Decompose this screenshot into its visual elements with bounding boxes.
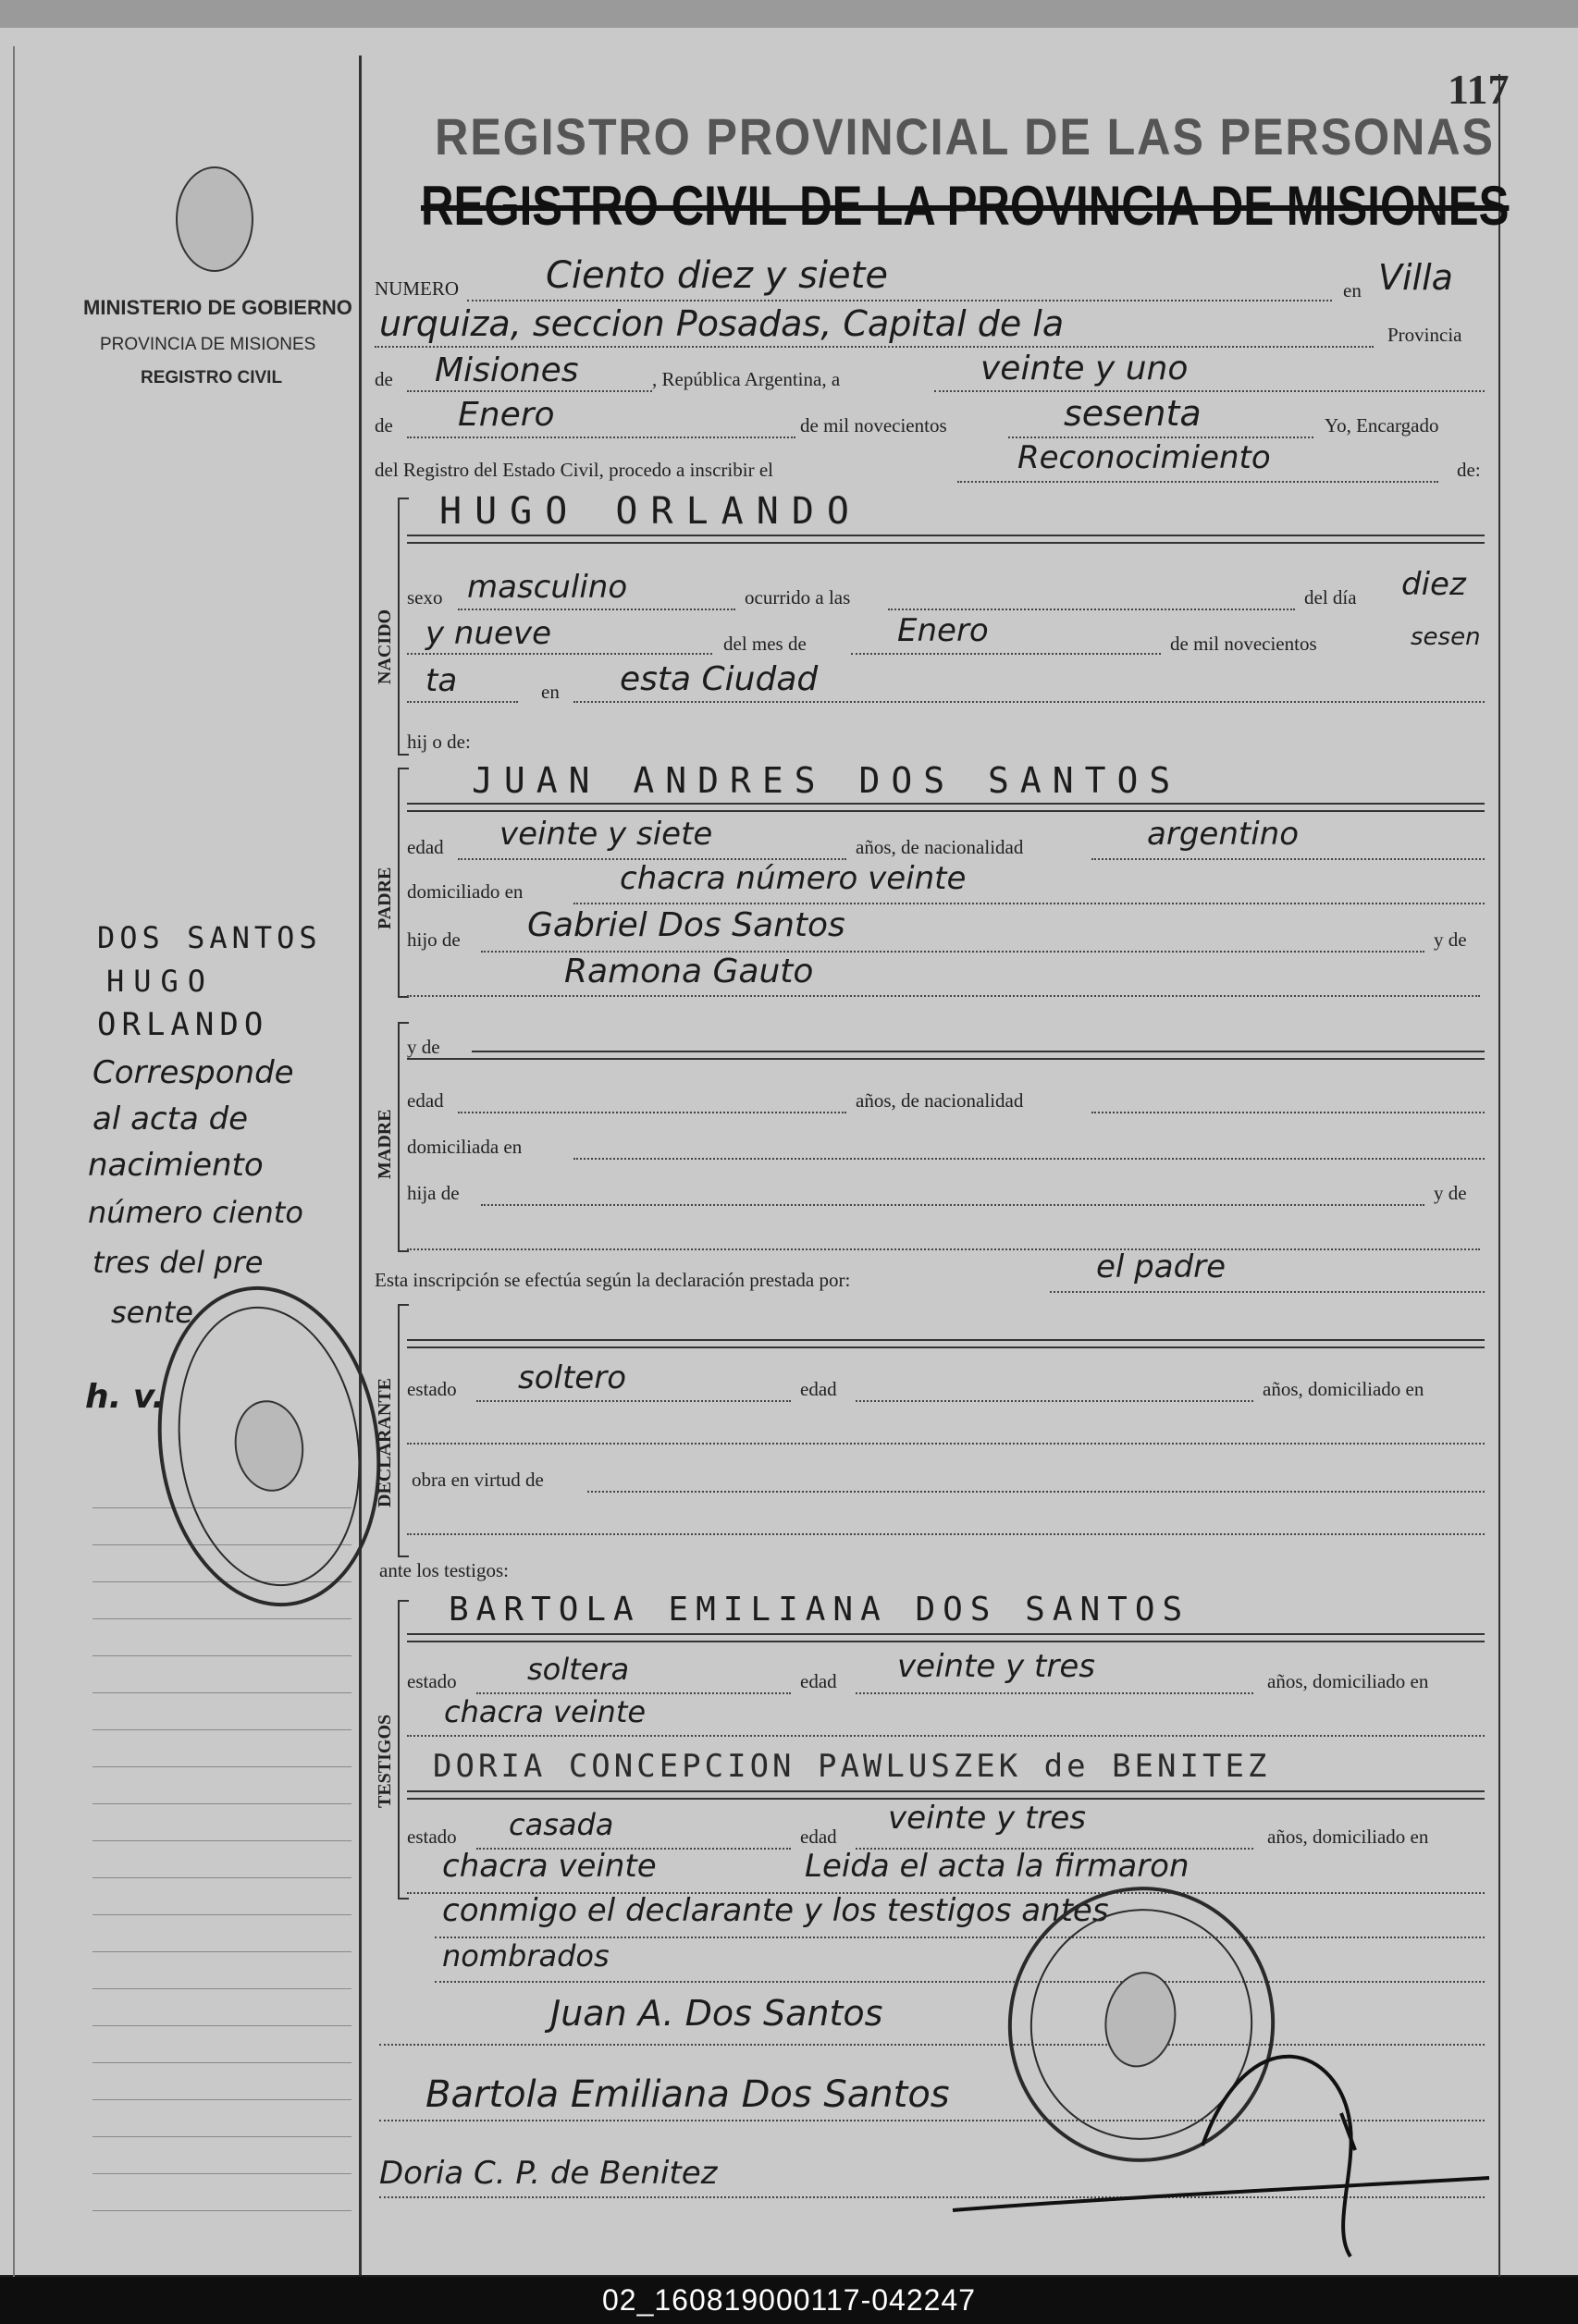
- page-number: 117: [1448, 66, 1510, 113]
- padre-yde-label: y de: [1434, 928, 1467, 951]
- madre-dom-label: domiciliada en: [407, 1136, 523, 1158]
- testigo1-edad-label: edad: [800, 1670, 837, 1692]
- mes-value: Enero: [458, 396, 555, 434]
- de-label: de: [375, 368, 393, 390]
- header-title-2: REGISTRO CIVIL DE LA PROVINCIA DE MISIONES: [421, 175, 1510, 237]
- officer-signature: [943, 1988, 1498, 2266]
- sexo-label: sexo: [407, 586, 443, 609]
- margin-text-3: nacimiento: [88, 1147, 264, 1184]
- testigo2-dom-value: chacra veinte: [442, 1848, 657, 1885]
- testigo1-name: BARTOLA EMILIANA DOS SANTOS: [449, 1591, 1190, 1629]
- footer-code: 02_160819000117-042247: [0, 2277, 1578, 2324]
- provincia-value: Misiones: [435, 351, 579, 389]
- signature-testigo-1: Bartola Emiliana Dos Santos: [425, 2073, 950, 2116]
- madre-yde-label: y de: [407, 1036, 440, 1058]
- ocurrido-label: ocurrido a las: [745, 586, 851, 609]
- margin-text-4: número ciento: [88, 1195, 303, 1230]
- declarante-obra-label: obra en virtud de: [412, 1469, 544, 1491]
- numero-label: NUMERO: [375, 277, 460, 300]
- dia-value: veinte y uno: [980, 350, 1189, 387]
- declarante-estado-value: soltero: [518, 1359, 626, 1396]
- testigo1-anios-label: años, domiciliado en: [1267, 1670, 1429, 1692]
- testigo1-estado-value: soltera: [527, 1652, 630, 1687]
- coat-of-arms-icon: [176, 166, 253, 272]
- republica-label: , República Argentina, a: [652, 368, 841, 390]
- yo-label: Yo, Encargado: [1325, 414, 1439, 437]
- testigo1-edad-value: veinte y tres: [897, 1648, 1095, 1685]
- margin-text-1: Corresponde: [92, 1054, 294, 1091]
- padre-edad-value: veinte y siete: [499, 816, 713, 853]
- mil-label: de mil novecientos: [800, 414, 947, 437]
- madre-anios-label: años, de nacionalidad: [856, 1089, 1024, 1112]
- testigos-bracket: [398, 1600, 409, 1900]
- testigo2-estado-value: casada: [509, 1807, 614, 1842]
- madre-hija-label: hija de: [407, 1182, 460, 1204]
- padre-anios-label: años, de nacionalidad: [856, 836, 1024, 858]
- provincia-label: Provincia: [1387, 324, 1462, 346]
- de2-label: de: [375, 414, 393, 437]
- margin-text-6: sente: [111, 1295, 193, 1330]
- delmes-label: del mes de: [723, 633, 807, 655]
- sexo-value: masculino: [467, 569, 628, 606]
- left-binding: [13, 46, 15, 2284]
- padre-nacionalidad-value: argentino: [1147, 816, 1299, 853]
- margin-name-2: ORLANDO: [97, 1006, 269, 1043]
- document-page: [0, 28, 1578, 2275]
- madre-caption: MADRE: [375, 1109, 395, 1179]
- padre-name: JUAN ANDRES DOS SANTOS: [472, 760, 1182, 801]
- declarante-bracket: [398, 1304, 409, 1557]
- madre-edad-label: edad: [407, 1089, 444, 1112]
- margin-name-1: HUGO: [106, 964, 216, 999]
- mil-nac-label: de mil novecientos: [1170, 633, 1317, 655]
- lugar-value: esta Ciudad: [620, 660, 819, 698]
- testigos-caption: TESTIGOS: [375, 1714, 395, 1808]
- testigo1-dom-value: chacra veinte: [444, 1694, 647, 1729]
- padre-madre-value: Ramona Gauto: [564, 953, 814, 990]
- padre-dom-label: domiciliado en: [407, 880, 524, 903]
- cierre-line-1: Leida el acta la firmaron: [805, 1848, 1190, 1885]
- cierre-line-2: conmigo el declarante y los testigos antes: [442, 1892, 1109, 1929]
- deldia-label: del día: [1304, 586, 1357, 609]
- en-value: Villa: [1378, 257, 1453, 298]
- declarante-edad-label: edad: [800, 1378, 837, 1400]
- mes-nac-value: Enero: [897, 612, 989, 649]
- ministry-label: MINISTERIO DE GOBIERNO: [83, 296, 352, 319]
- madre-yde2-label: y de: [1434, 1182, 1467, 1204]
- margin-initials: h. v.: [85, 1378, 166, 1416]
- signature-declarante: Juan A. Dos Santos: [550, 1993, 883, 2034]
- signature-testigo-2: Doria C. P. de Benitez: [379, 2155, 718, 2192]
- declaracion-value: el padre: [1096, 1248, 1227, 1285]
- province-label: PROVINCIA DE MISIONES: [100, 335, 316, 354]
- padre-edad-label: edad: [407, 836, 444, 858]
- right-border: [1498, 74, 1500, 2284]
- testigo2-name: DORIA CONCEPCION PAWLUSZEK de BENITEZ: [433, 1748, 1271, 1785]
- numero-value: Ciento diez y siete: [546, 254, 888, 297]
- padre-caption: PADRE: [375, 867, 395, 929]
- padre-dom-value: chacra número veinte: [620, 860, 967, 897]
- tipo-value: Reconocimiento: [1017, 439, 1271, 476]
- padre-padre-value: Gabriel Dos Santos: [527, 906, 845, 944]
- en-nac-label: en: [541, 681, 560, 703]
- testigo2-edad-value: veinte y tres: [888, 1800, 1086, 1837]
- header-title-1: REGISTRO PROVINCIAL DE LAS PERSONAS: [435, 107, 1495, 166]
- localidad-value: urquiza, seccion Posadas, Capital de la: [379, 303, 1065, 344]
- anio-nac-value: sesen: [1411, 623, 1481, 651]
- padre-hijode-label: hijo de: [407, 928, 461, 951]
- testigo2-estado-label: estado: [407, 1826, 457, 1848]
- cierre-line-3: nombrados: [442, 1938, 610, 1974]
- anio-nac-value-2: ta: [425, 662, 458, 699]
- margin-text-5: tres del pre: [92, 1245, 264, 1280]
- declarante-anios-label: años, domiciliado en: [1263, 1378, 1424, 1400]
- testigos-label: ante los testigos:: [379, 1559, 509, 1581]
- anio-value: sesenta: [1064, 393, 1202, 434]
- nacido-caption: NACIDO: [375, 609, 395, 684]
- testigo1-estado-label: estado: [407, 1670, 457, 1692]
- declarante-estado-label: estado: [407, 1378, 457, 1400]
- testigo2-edad-label: edad: [800, 1826, 837, 1848]
- testigo2-anios-label: años, domiciliado en: [1267, 1826, 1429, 1848]
- declaracion-label: Esta inscripción se efectúa según la declaración prestada por:: [375, 1269, 851, 1291]
- margin-surname: DOS SANTOS: [97, 920, 322, 955]
- registro-label: del Registro del Estado Civil, procedo a inscribir el: [375, 459, 773, 481]
- dia-nac-value: diez: [1401, 566, 1466, 603]
- column-divider: [359, 55, 362, 2275]
- declarante-caption: DECLARANTE: [375, 1377, 395, 1507]
- hijo-label: hij o de:: [407, 731, 471, 753]
- registry-label: REGISTRO CIVIL: [141, 368, 283, 387]
- nacido-name: HUGO ORLANDO: [439, 490, 862, 533]
- en-label: en: [1343, 279, 1362, 301]
- margin-text-2: al acta de: [92, 1101, 249, 1137]
- dia-nac-value-2: y nueve: [425, 615, 551, 652]
- de3-label: de:: [1457, 459, 1481, 481]
